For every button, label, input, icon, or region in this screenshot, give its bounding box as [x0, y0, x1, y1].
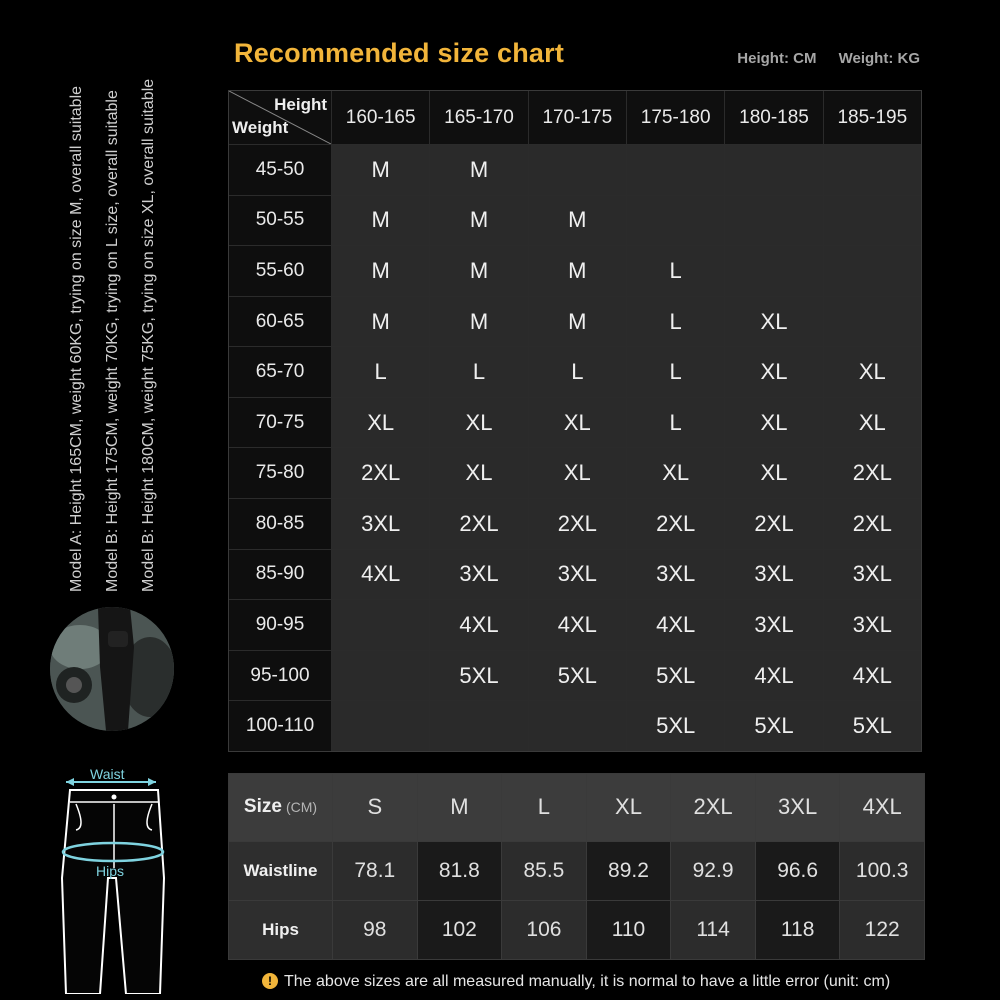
height-header: 170-175	[529, 91, 626, 144]
size-cell: M	[430, 246, 527, 296]
size-cell: 2XL	[430, 499, 527, 549]
weight-header: 70-75	[229, 398, 331, 448]
size-cell	[725, 145, 822, 195]
waistline-label: Waistline	[229, 842, 332, 900]
size-cell: M	[529, 196, 626, 246]
size-cell: 4XL	[627, 600, 724, 650]
size-header-label	[229, 774, 332, 841]
height-unit: Height: CM	[737, 50, 817, 67]
size-cell: L	[627, 297, 724, 347]
weight-header: 85-90	[229, 550, 331, 600]
hips-value: 122	[840, 901, 924, 959]
size-cell: M	[430, 297, 527, 347]
size-chart-table	[228, 90, 922, 752]
size-cell: L	[430, 347, 527, 397]
size-cell: XL	[725, 398, 822, 448]
table-corner-header	[229, 91, 331, 144]
hips-label: Hips	[229, 901, 332, 959]
size-cell	[725, 246, 822, 296]
size-cell: M	[529, 246, 626, 296]
size-label: Size	[243, 796, 282, 818]
model-note-c: Model B: Height 180CM, weight 75KG, trying on size XL, overall suitable	[140, 78, 157, 592]
size-cell	[332, 600, 429, 650]
size-cell: 4XL	[725, 651, 822, 701]
size-cell: M	[430, 196, 527, 246]
size-cell: M	[529, 297, 626, 347]
size-cell	[824, 145, 921, 195]
measure-size-header: 4XL	[840, 774, 924, 841]
size-cell: M	[332, 246, 429, 296]
size-cell: 4XL	[529, 600, 626, 650]
weight-unit: Weight: KG	[838, 50, 920, 67]
size-cell: 3XL	[824, 550, 921, 600]
weight-header: 100-110	[229, 701, 331, 751]
measure-size-header: 3XL	[756, 774, 840, 841]
size-cell: 5XL	[430, 651, 527, 701]
size-cell: 2XL	[824, 499, 921, 549]
size-cell	[824, 196, 921, 246]
waistline-value: 85.5	[502, 842, 586, 900]
hips-value: 118	[756, 901, 840, 959]
size-cell: XL	[725, 347, 822, 397]
size-cell: 3XL	[430, 550, 527, 600]
hips-value: 110	[587, 901, 671, 959]
size-cell: 2XL	[627, 499, 724, 549]
size-cell: 2XL	[529, 499, 626, 549]
size-cell: M	[332, 297, 429, 347]
size-cell: XL	[824, 347, 921, 397]
hips-value: 98	[333, 901, 417, 959]
size-cell: L	[627, 347, 724, 397]
size-cell: 3XL	[824, 600, 921, 650]
waistline-value: 78.1	[333, 842, 417, 900]
size-cell: M	[430, 145, 527, 195]
hips-value: 106	[502, 901, 586, 959]
weight-header: 60-65	[229, 297, 331, 347]
size-cell: XL	[824, 398, 921, 448]
measure-size-header: M	[418, 774, 502, 841]
page-title: Recommended size chart	[234, 38, 565, 68]
size-cell: XL	[725, 448, 822, 498]
weight-header: 55-60	[229, 246, 331, 296]
model-note-a: Model A: Height 165CM, weight 60KG, trying on size M, overall suitable	[68, 85, 85, 592]
size-cell: 2XL	[725, 499, 822, 549]
height-header: 165-170	[430, 91, 527, 144]
size-cell: 3XL	[529, 550, 626, 600]
units-legend	[719, 50, 920, 67]
size-cell	[627, 145, 724, 195]
footnote	[262, 973, 890, 991]
corner-weight-label: Weight	[232, 118, 289, 137]
weight-header: 90-95	[229, 600, 331, 650]
diagram-hips-label: Hips	[96, 863, 125, 879]
waistline-value: 100.3	[840, 842, 924, 900]
size-cell	[627, 196, 724, 246]
size-cell	[529, 145, 626, 195]
weight-header: 75-80	[229, 448, 331, 498]
diagram-waist-label: Waist	[90, 766, 125, 782]
model-notes	[62, 22, 172, 592]
waistline-value: 92.9	[671, 842, 755, 900]
weight-header: 45-50	[229, 145, 331, 195]
model-note-b: Model B: Height 175CM, weight 70KG, trying on L size, overall suitable	[104, 90, 121, 592]
measure-size-header: L	[502, 774, 586, 841]
footnote-text: The above sizes are all measured manually, it is normal to have a little error (unit: cm)	[284, 973, 891, 990]
size-cell	[332, 651, 429, 701]
size-cell: L	[529, 347, 626, 397]
weight-header: 95-100	[229, 651, 331, 701]
waistline-value: 81.8	[418, 842, 502, 900]
size-cell: XL	[725, 297, 822, 347]
height-header: 185-195	[824, 91, 921, 144]
size-cell: 5XL	[627, 701, 724, 751]
size-cell: XL	[529, 398, 626, 448]
hips-value: 102	[418, 901, 502, 959]
weight-header: 50-55	[229, 196, 331, 246]
size-cell: L	[627, 246, 724, 296]
height-header: 175-180	[627, 91, 724, 144]
hips-value: 114	[671, 901, 755, 959]
size-cell: 4XL	[430, 600, 527, 650]
size-cell: 4XL	[332, 550, 429, 600]
height-header: 180-185	[725, 91, 822, 144]
size-cell: XL	[627, 448, 724, 498]
size-cell	[824, 297, 921, 347]
size-cell: 5XL	[627, 651, 724, 701]
size-cell	[725, 196, 822, 246]
model-photo	[50, 607, 174, 731]
corner-height-label: Height	[274, 95, 327, 114]
size-cell: 2XL	[332, 448, 429, 498]
size-cell: XL	[430, 448, 527, 498]
height-header: 160-165	[332, 91, 429, 144]
size-cell: M	[332, 145, 429, 195]
size-cell: 4XL	[824, 651, 921, 701]
warning-icon: !	[262, 973, 278, 989]
size-cell: 2XL	[824, 448, 921, 498]
weight-header: 80-85	[229, 499, 331, 549]
size-unit-label: (CM)	[285, 799, 318, 816]
size-cell	[332, 701, 429, 751]
measure-size-header: XL	[587, 774, 671, 841]
size-cell: 3XL	[332, 499, 429, 549]
pants-diagram	[56, 768, 172, 994]
size-cell: XL	[529, 448, 626, 498]
size-cell: L	[627, 398, 724, 448]
measure-size-header: S	[333, 774, 417, 841]
measurement-table	[228, 773, 925, 960]
size-cell: M	[332, 196, 429, 246]
size-cell: XL	[332, 398, 429, 448]
size-cell: 3XL	[627, 550, 724, 600]
size-cell: 3XL	[725, 550, 822, 600]
size-cell	[430, 701, 527, 751]
measure-size-header: 2XL	[671, 774, 755, 841]
size-cell	[824, 246, 921, 296]
size-cell: XL	[430, 398, 527, 448]
waistline-value: 89.2	[587, 842, 671, 900]
waistline-value: 96.6	[756, 842, 840, 900]
size-cell: 5XL	[824, 701, 921, 751]
size-cell: 5XL	[725, 701, 822, 751]
size-cell: 5XL	[529, 651, 626, 701]
size-cell	[529, 701, 626, 751]
size-cell: 3XL	[725, 600, 822, 650]
size-cell: L	[332, 347, 429, 397]
weight-header: 65-70	[229, 347, 331, 397]
